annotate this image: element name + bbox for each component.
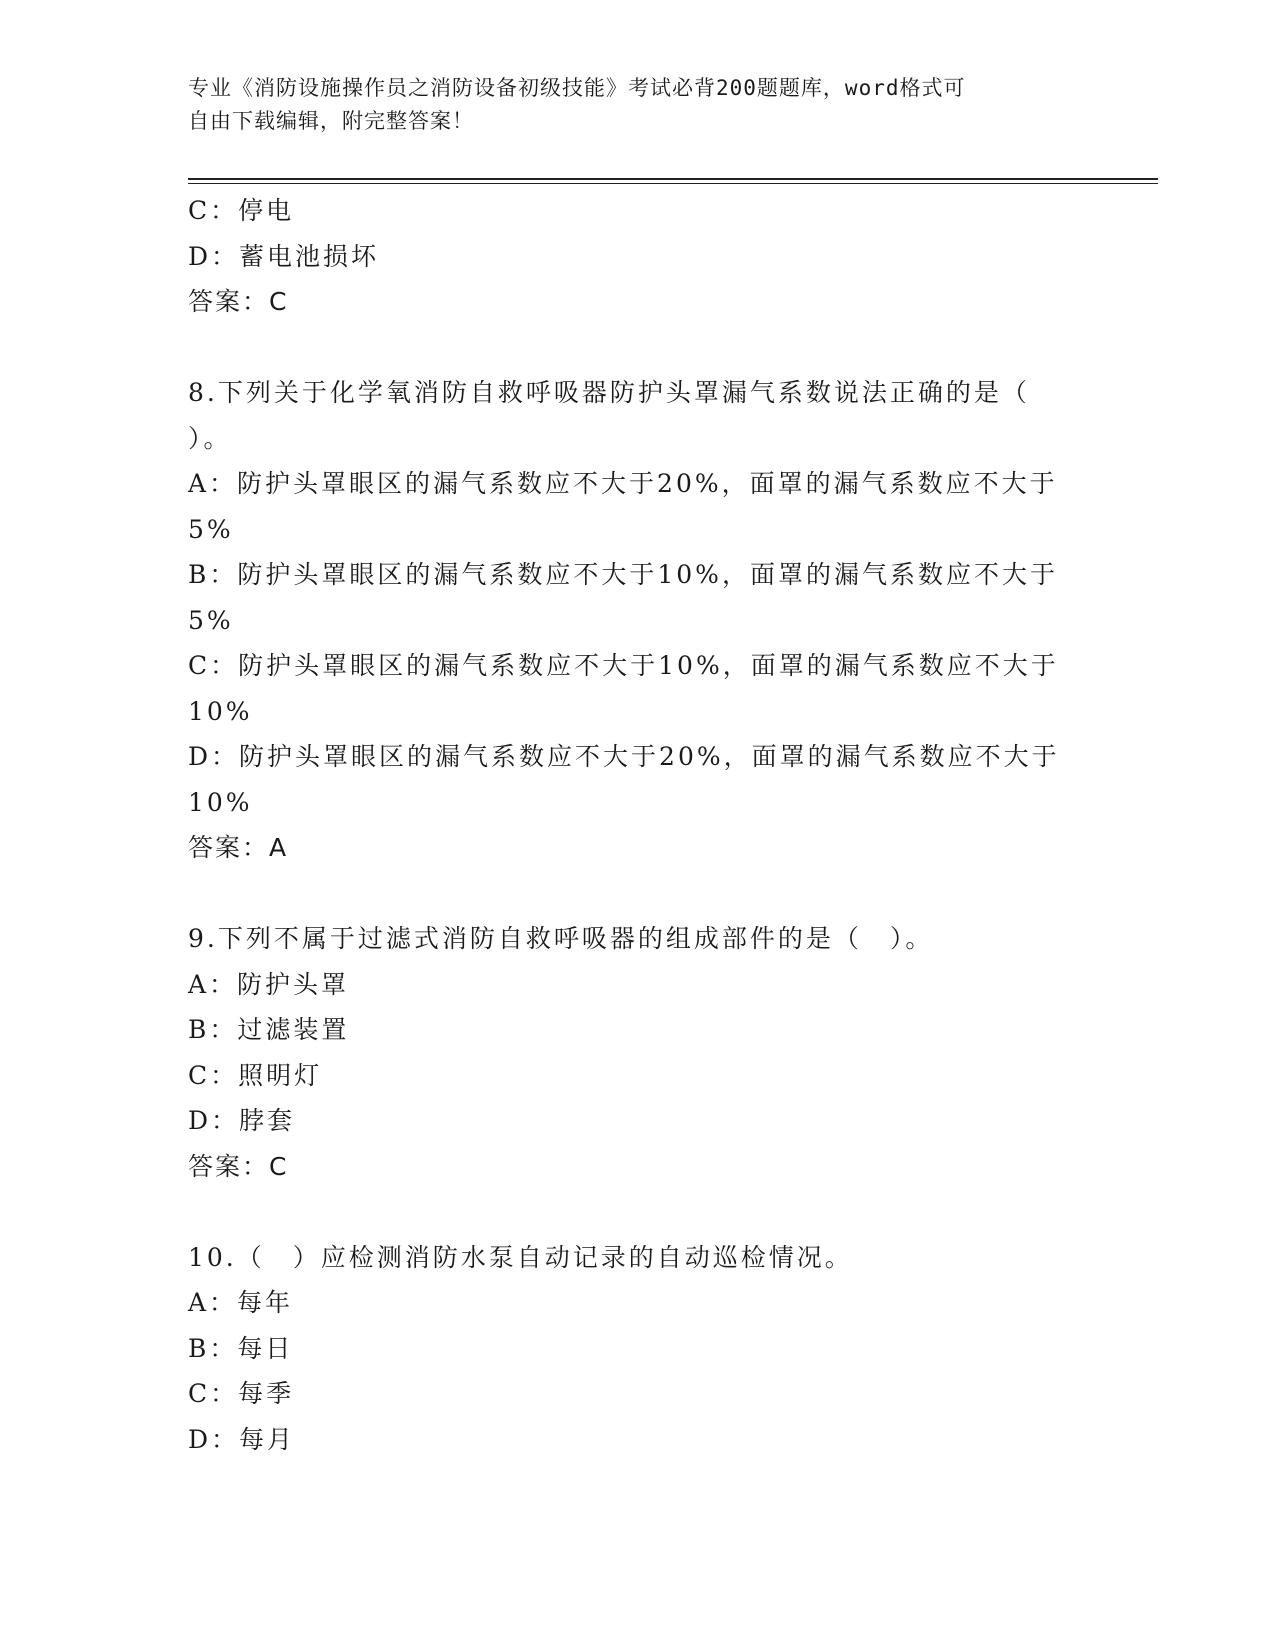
document-header <box>188 72 1088 138</box>
document-body <box>188 188 1088 1462</box>
header-line-1: 专业《消防设施操作员之消防设备初级技能》考试必背200题题库，word格式可 <box>188 76 966 100</box>
q8-option-b-line-1: B：防护头罩眼区的漏气系数应不大于10%，面罩的漏气系数应不大于 <box>188 560 1058 589</box>
q8-option-a-line-1: A：防护头罩眼区的漏气系数应不大于20%，面罩的漏气系数应不大于 <box>188 469 1058 498</box>
q9-option-d: D：脖套 <box>188 1106 296 1135</box>
q9-option-c: C：照明灯 <box>188 1060 323 1090</box>
spacer <box>188 1189 1088 1235</box>
spacer <box>188 325 1088 371</box>
prev-answer: 答案：C <box>188 287 289 316</box>
q8-option-d-line-2: 10% <box>188 787 253 817</box>
q8-option-b-line-2: 5% <box>188 605 234 635</box>
q10-option-a: A：每年 <box>188 1288 294 1317</box>
q8-stem-line-2: ）。 <box>188 423 232 453</box>
header-rule-thin <box>188 183 1158 184</box>
q10-option-b: B：每日 <box>188 1333 294 1363</box>
q10-option-c: C：每季 <box>188 1379 295 1408</box>
q8-option-d-line-1: D：防护头罩眼区的漏气系数应不大于20%，面罩的漏气系数应不大于 <box>188 742 1060 771</box>
q9-answer: 答案：C <box>188 1151 289 1181</box>
q8-option-a-line-2: 5% <box>188 514 234 544</box>
spacer <box>188 871 1088 917</box>
q8-option-c-line-2: 10% <box>188 696 253 726</box>
q10-option-d: D：每月 <box>188 1424 296 1454</box>
header-line-2: 自由下载编辑，附完整答案！ <box>188 109 474 133</box>
q8-answer: 答案：A <box>188 833 289 862</box>
q9-option-a: A：防护头罩 <box>188 969 350 999</box>
prev-option-c: C：停电 <box>188 196 295 225</box>
q8-stem-line-1: 8.下列关于化学氧消防自救呼吸器防护头罩漏气系数说法正确的是（ <box>188 378 1030 407</box>
q8-option-c-line-1: C：防护头罩眼区的漏气系数应不大于10%，面罩的漏气系数应不大于 <box>188 651 1059 680</box>
q9-option-b: B：过滤装置 <box>188 1015 350 1044</box>
header-rule-thick <box>188 178 1158 180</box>
q10-stem: 10.（ ）应检测消防水泵自动记录的自动巡检情况。 <box>188 1242 853 1272</box>
q9-stem: 9.下列不属于过滤式消防自救呼吸器的组成部件的是（ ）。 <box>188 924 934 953</box>
prev-option-d: D：蓄电池损坏 <box>188 241 380 271</box>
